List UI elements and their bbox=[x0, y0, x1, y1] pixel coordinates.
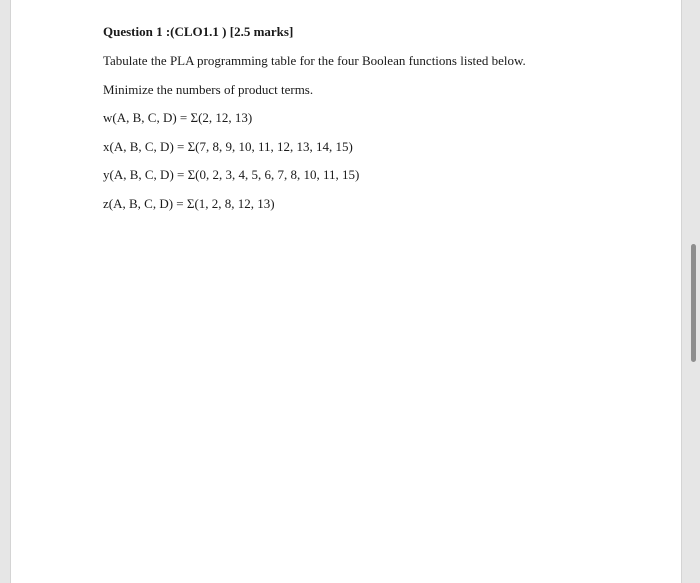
function-y: y(A, B, C, D) = Σ(0, 2, 3, 4, 5, 6, 7, 8, 10, 11, 15) bbox=[103, 167, 360, 182]
question-note: Minimize the numbers of product terms. bbox=[103, 82, 314, 97]
function-x: x(A, B, C, D) = Σ(7, 8, 9, 10, 11, 12, 13, 14, 15) bbox=[103, 139, 353, 154]
question-heading: Question 1 :(CLO1.1 ) [2.5 marks] bbox=[103, 24, 294, 39]
vertical-scrollbar[interactable] bbox=[689, 0, 698, 583]
scrollbar-thumb[interactable] bbox=[691, 244, 696, 362]
function-w: w(A, B, C, D) = Σ(2, 12, 13) bbox=[103, 110, 253, 125]
question-instruction: Tabulate the PLA programming table for the four Boolean functions listed below. bbox=[103, 53, 526, 68]
function-z: z(A, B, C, D) = Σ(1, 2, 8, 12, 13) bbox=[103, 196, 275, 211]
document-page bbox=[10, 0, 682, 583]
